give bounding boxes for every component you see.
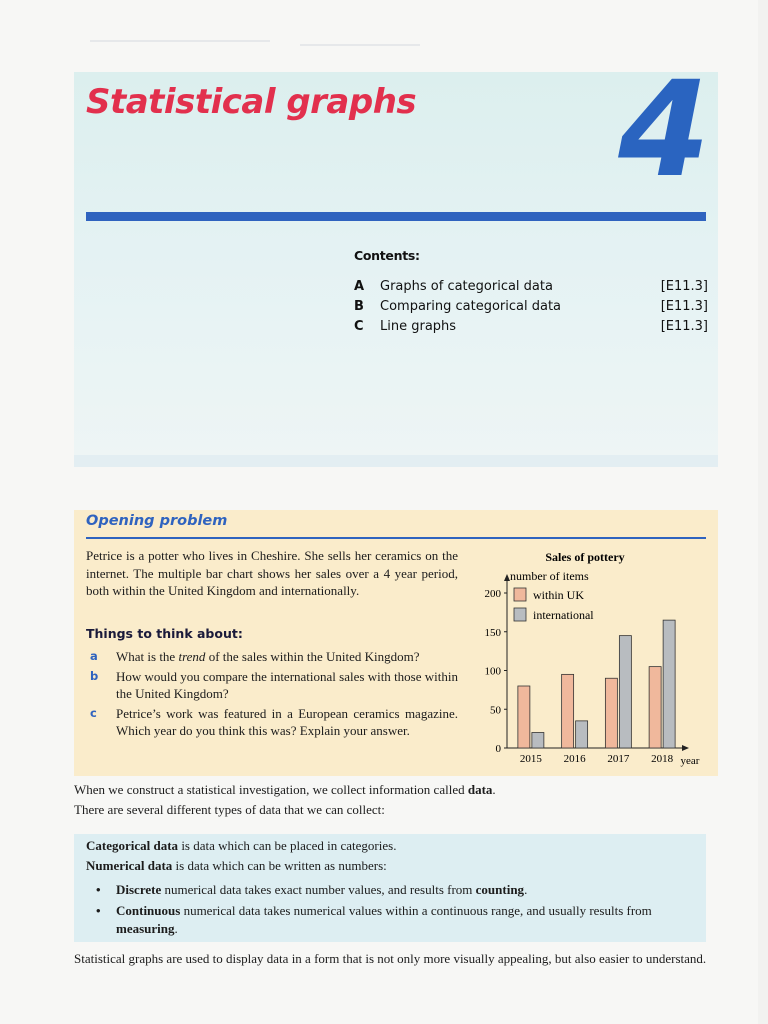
contents-list <box>354 248 708 337</box>
question-label: c <box>90 705 97 720</box>
things-to-think-heading: Things to think about: <box>86 626 243 641</box>
bar <box>518 686 530 748</box>
bleed-through-line <box>90 40 270 42</box>
bar <box>649 667 661 748</box>
x-tick-label: 2018 <box>651 753 674 765</box>
bar <box>605 678 617 748</box>
contents-item-code: [E11.3] <box>660 279 708 294</box>
question-text: How would you compare the international sales with those within the United Kingdom? <box>116 668 458 701</box>
contents-item-letter: C <box>354 319 364 334</box>
y-axis-label: number of items <box>510 569 589 583</box>
legend-swatch <box>514 608 526 621</box>
discrete-text: Discrete numerical data takes exact number values, and results from counting. <box>116 882 528 897</box>
question-item <box>90 668 458 703</box>
x-axis-arrow <box>682 745 689 751</box>
chapter-number: 4 <box>618 53 710 207</box>
discrete-bullet <box>96 881 706 899</box>
question-text: What is the trend of the sales within the United Kingdom? <box>116 649 420 664</box>
chart-title: Sales of pottery <box>545 550 625 564</box>
bar <box>562 674 574 748</box>
question-label: b <box>90 668 99 683</box>
contents-item-code: [E11.3] <box>660 299 708 314</box>
question-label: a <box>90 649 98 663</box>
closing-paragraph: Statistical graphs are used to display data in a form that is not only more visually appealing, but also easier to understand. <box>74 951 707 966</box>
continuous-text: Continuous numerical data takes numerical values within a continuous range, and usually results from measuring. <box>116 903 652 936</box>
intro-paragraph-1: When we construct a statistical investigation, we collect information called data. <box>74 782 496 797</box>
contents-item-letter: A <box>354 279 365 294</box>
opening-problem-rule <box>86 537 706 539</box>
header-rule <box>86 212 706 221</box>
y-tick-label: 100 <box>484 665 501 678</box>
numerical-definition: Numerical data is data which can be written as numbers: <box>86 858 387 873</box>
bar <box>532 733 544 749</box>
question-list <box>90 648 458 742</box>
continuous-bullet <box>96 902 706 938</box>
opening-problem-title: Opening problem <box>86 513 228 529</box>
bleed-through-line <box>300 44 420 46</box>
legend-label: within UK <box>533 588 584 602</box>
bar <box>619 636 631 748</box>
contents-item-text: Comparing categorical data <box>380 299 562 314</box>
contents-item <box>354 297 708 317</box>
bullet-dot: • <box>96 882 101 897</box>
contents-heading: Contents: <box>354 248 420 263</box>
y-tick-label: 0 <box>495 743 501 755</box>
sales-bar-chart <box>470 545 710 770</box>
intro-paragraph-2: There are several different types of data that we can collect: <box>74 802 385 817</box>
x-tick-label: 2016 <box>563 753 586 765</box>
y-tick-label: 50 <box>490 704 501 717</box>
categorical-definition: Categorical data is data which can be placed in categories. <box>86 838 397 853</box>
bar <box>663 620 675 748</box>
contents-item-code: [E11.3] <box>660 319 708 334</box>
contents-item <box>354 317 708 337</box>
legend-swatch <box>514 588 526 601</box>
header-bottom-strip <box>74 455 718 467</box>
x-tick-label: 2015 <box>519 753 542 765</box>
contents-item-text: Line graphs <box>380 319 457 334</box>
x-tick-label: 2017 <box>607 753 630 765</box>
y-tick-label: 150 <box>484 626 501 639</box>
chapter-title: Statistical graphs <box>86 82 417 122</box>
x-axis-label: year <box>680 755 700 767</box>
question-item <box>90 648 458 666</box>
opening-problem-text: Petrice is a potter who lives in Cheshire. She sells her ceramics on the internet. The multiple bar chart shows her sales over a 4 year period, both within the United Kingdom and internationally. <box>86 548 458 598</box>
contents-item <box>354 277 708 297</box>
bar <box>576 721 588 748</box>
y-tick-label: 200 <box>484 588 501 600</box>
contents-item-text: Graphs of categorical data <box>380 279 553 294</box>
bullet-dot: • <box>96 903 101 918</box>
question-item <box>90 705 458 740</box>
question-text: Petrice’s work was featured in a European ceramics magazine. Which year do you think this was? Explain your answer. <box>116 705 458 738</box>
legend-label: international <box>533 608 594 622</box>
contents-item-letter: B <box>354 299 364 314</box>
